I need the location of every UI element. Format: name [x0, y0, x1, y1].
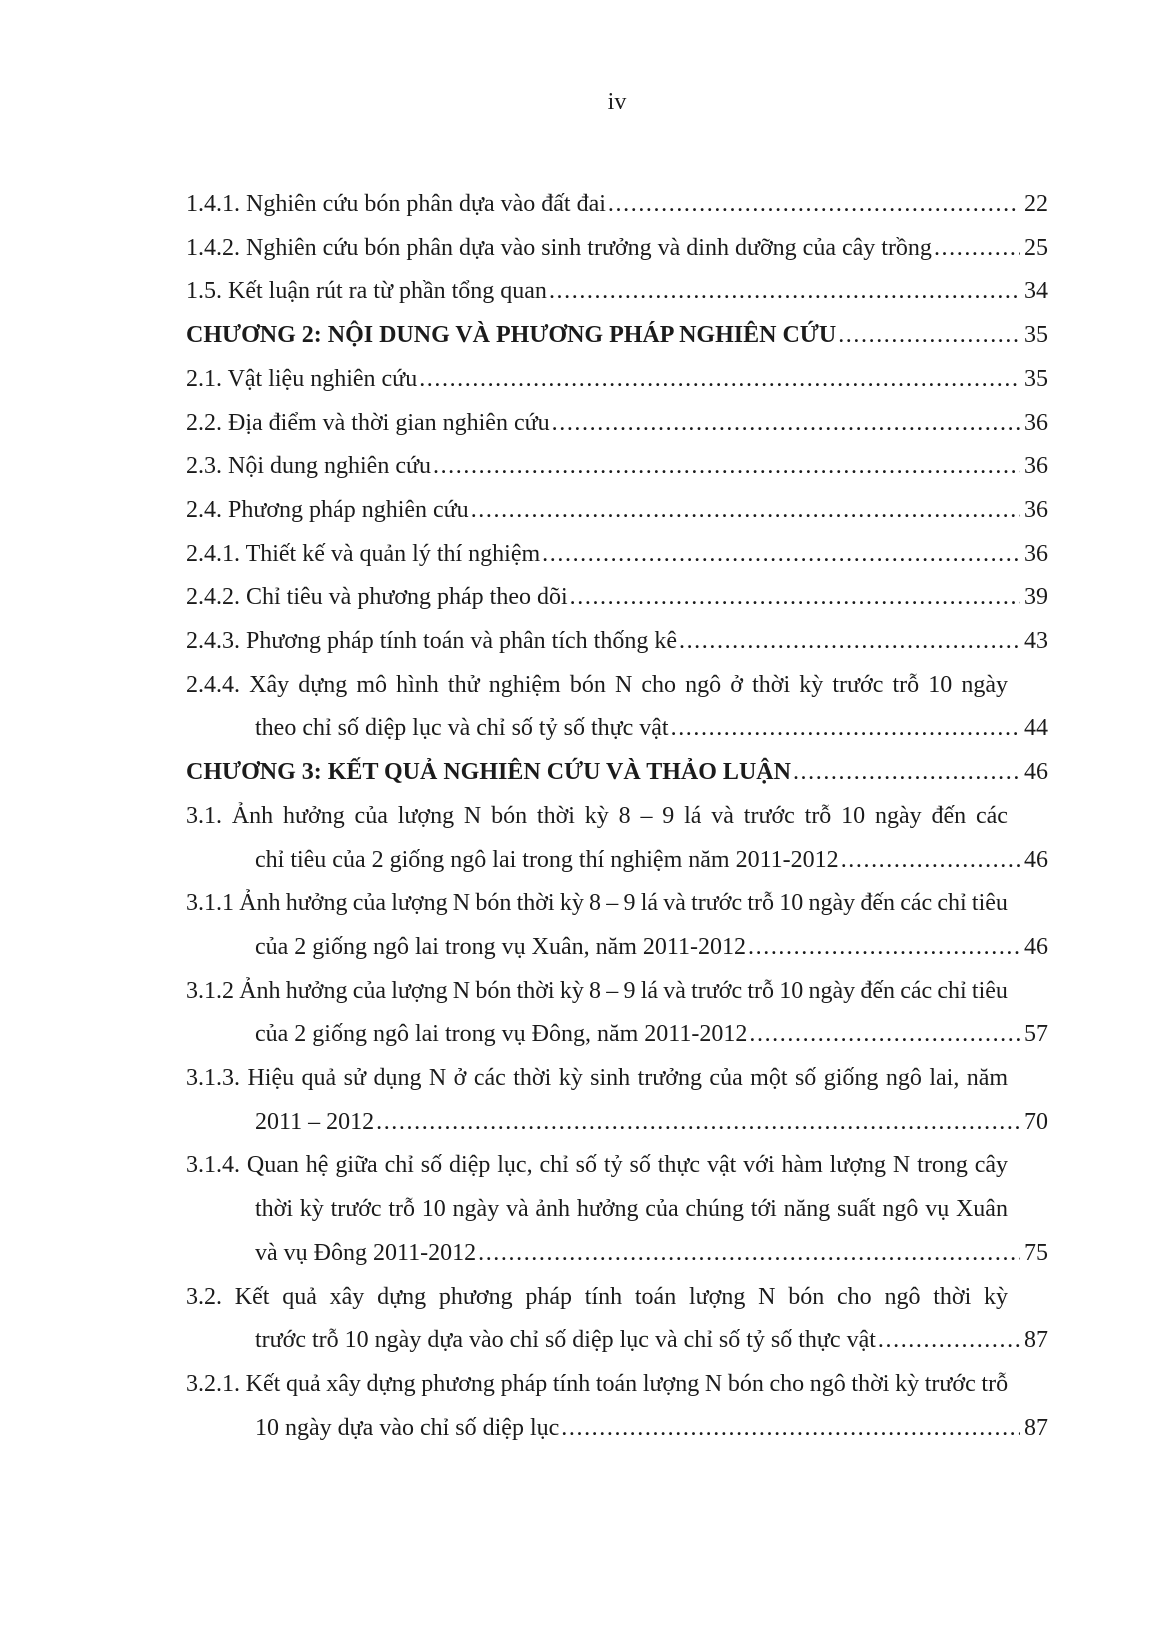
dot-leader — [748, 926, 1020, 970]
toc-entry-text: 2.3. Nội dung nghiên cứu — [186, 453, 431, 480]
dot-leader — [549, 270, 1020, 314]
toc-page-number: 46 — [1024, 933, 1048, 960]
toc-page-number: 34 — [1024, 278, 1048, 305]
toc-page-number: 36 — [1024, 540, 1048, 567]
toc-entry-text: 3.1.4. Quan hệ giữa chỉ số diệp lục, chỉ số tỷ số thực vật với hàm lượng N trong cây — [186, 1152, 1009, 1179]
toc-page-number: 75 — [1024, 1239, 1048, 1266]
dot-leader — [433, 445, 1020, 489]
dot-leader — [608, 183, 1020, 227]
toc-entry — [186, 620, 1048, 664]
toc-entry-text: 1.4.1. Nghiên cứu bón phân dựa vào đất đai — [186, 191, 606, 217]
dot-leader — [841, 839, 1020, 883]
toc-entry-line — [186, 839, 1048, 883]
toc-entry-line — [186, 489, 1048, 533]
toc-entry-text: 2.2. Địa điểm và thời gian nghiên cứu — [186, 409, 550, 436]
dot-leader — [419, 358, 1020, 402]
toc-entry — [186, 664, 1048, 751]
toc-list — [186, 183, 1048, 1450]
toc-entry-text: 2011 – 2012 — [255, 1108, 375, 1135]
toc-entry-text: và vụ Đông 2011-2012 — [255, 1239, 477, 1266]
toc-page-number: 44 — [1024, 715, 1048, 742]
dot-leader — [749, 1013, 1020, 1057]
toc-entry — [186, 358, 1048, 402]
toc-entry — [186, 183, 1048, 227]
toc-entry-text: 2.4.3. Phương pháp tính toán và phân tích thống kê — [186, 628, 677, 655]
toc-entry — [186, 533, 1048, 577]
dot-leader — [542, 533, 1020, 577]
toc-entry — [186, 402, 1048, 446]
toc-entry-line — [186, 1101, 1048, 1145]
toc-entry-line — [186, 1013, 1048, 1057]
toc-entry-text: của 2 giống ngô lai trong vụ Xuân, năm 2011-2012 — [255, 933, 747, 960]
toc-entry-text: 1.5. Kết luận rút ra từ phần tổng quan — [186, 278, 547, 305]
toc-entry-text: 3.2. Kết quả xây dựng phương pháp tính toán lượng N bón cho ngô thời kỳ — [186, 1283, 1009, 1310]
toc-entry-line — [186, 1363, 1048, 1407]
toc-entry-line — [186, 1407, 1048, 1451]
dot-leader — [934, 227, 1020, 271]
dot-leader — [671, 707, 1020, 751]
dot-leader — [478, 1232, 1020, 1276]
toc-entry — [186, 751, 1048, 795]
toc-entry-text: 2.4.1. Thiết kế và quản lý thí nghiệm — [186, 540, 541, 567]
toc-entry — [186, 489, 1048, 533]
dot-leader — [471, 489, 1020, 533]
toc-entry-line — [186, 183, 1048, 227]
toc-page-number: 35 — [1024, 322, 1048, 349]
toc-entry — [186, 314, 1048, 358]
toc-page-number: 22 — [1024, 191, 1048, 217]
toc-entry — [186, 1276, 1048, 1363]
toc-entry-line — [186, 751, 1048, 795]
toc-entry-line — [186, 1319, 1048, 1363]
toc-entry-line — [186, 270, 1048, 314]
page-number-roman: iv — [607, 89, 627, 115]
toc-entry — [186, 270, 1048, 314]
toc-entry — [186, 1363, 1048, 1450]
dot-leader — [679, 620, 1020, 664]
toc-entry — [186, 882, 1048, 969]
toc-entry — [186, 576, 1048, 620]
dot-leader — [838, 314, 1020, 358]
toc-entry-line — [186, 620, 1048, 664]
dot-leader — [552, 402, 1020, 446]
toc-entry-line — [186, 1057, 1048, 1101]
toc-entry-text: CHƯƠNG 2: NỘI DUNG VÀ PHƯƠNG PHÁP NGHIÊN CỨU — [186, 322, 837, 349]
toc-entry-text: 3.1.2 Ảnh hưởng của lượng N bón thời kỳ 8 – 9 lá và trước trỗ 10 ngày đến các chỉ tiêu — [186, 977, 1008, 1004]
toc-entry-text: chỉ tiêu của 2 giống ngô lai trong thí nghiệm năm 2011-2012 — [255, 846, 839, 873]
toc-entry-line — [186, 926, 1048, 970]
toc-page-number: 25 — [1024, 234, 1048, 261]
dot-leader — [878, 1319, 1020, 1363]
toc-entry-line — [186, 227, 1048, 271]
toc-entry — [186, 1144, 1048, 1275]
toc-entry — [186, 795, 1048, 882]
toc-entry-text: 2.4.2. Chỉ tiêu và phương pháp theo dõi — [186, 584, 568, 611]
toc-entry-line — [186, 882, 1048, 926]
toc-entry-line — [186, 314, 1048, 358]
toc-entry-line — [186, 445, 1048, 489]
toc-entry-text: 3.1.3. Hiệu quả sử dụng N ở các thời kỳ sinh trưởng của một số giống ngô lai, năm — [186, 1065, 1009, 1092]
toc-entry-text: 2.1. Vật liệu nghiên cứu — [186, 365, 418, 392]
page-content — [186, 0, 1048, 1450]
toc-entry-line — [186, 533, 1048, 577]
toc-entry-line — [186, 402, 1048, 446]
dot-leader — [376, 1101, 1020, 1145]
toc-entry-text: 10 ngày dựa vào chỉ số diệp lục — [255, 1414, 560, 1441]
toc-entry-text: 1.4.2. Nghiên cứu bón phân dựa vào sinh trưởng và dinh dưỡng của cây trồng — [186, 234, 932, 261]
toc-page-number: 46 — [1024, 846, 1048, 873]
toc-entry-line — [186, 707, 1048, 751]
dot-leader — [561, 1407, 1020, 1451]
toc-page-number: 36 — [1024, 409, 1048, 436]
toc-entry-text: 3.1. Ảnh hưởng của lượng N bón thời kỳ 8 – 9 lá và trước trỗ 10 ngày đến các — [186, 802, 1008, 829]
toc-entry-text: theo chỉ số diệp lục và chỉ số tỷ số thực vật — [255, 715, 669, 742]
toc-entry-text: của 2 giống ngô lai trong vụ Đông, năm 2011-2012 — [255, 1021, 748, 1048]
toc-entry-text: 3.2.1. Kết quả xây dựng phương pháp tính toán lượng N bón cho ngô thời kỳ trước trỗ — [186, 1370, 1009, 1397]
toc-entry-text: trước trỗ 10 ngày dựa vào chỉ số diệp lục và chỉ số tỷ số thực vật — [255, 1327, 876, 1354]
toc-entry-line — [186, 1188, 1048, 1232]
toc-entry — [186, 1057, 1048, 1144]
toc-page-number: 70 — [1024, 1108, 1048, 1135]
toc-entry-line — [186, 1232, 1048, 1276]
toc-page-number: 36 — [1024, 496, 1048, 523]
toc-page-number: 87 — [1024, 1327, 1048, 1354]
toc-page-number: 46 — [1024, 759, 1048, 786]
dot-leader — [570, 576, 1020, 620]
toc-entry — [186, 970, 1048, 1057]
toc-entry — [186, 227, 1048, 271]
toc-entry-text: CHƯƠNG 3: KẾT QUẢ NGHIÊN CỨU VÀ THẢO LUẬN — [186, 759, 791, 786]
toc-entry-text: 3.1.1 Ảnh hưởng của lượng N bón thời kỳ 8 – 9 lá và trước trỗ 10 ngày đến các chỉ tiêu — [186, 890, 1008, 917]
toc-entry-line — [186, 1276, 1048, 1320]
page-header — [186, 0, 1048, 124]
toc-page-number: 35 — [1024, 365, 1048, 392]
toc-entry-text: 2.4.4. Xây dựng mô hình thử nghiệm bón N cho ngô ở thời kỳ trước trỗ 10 ngày — [186, 671, 1009, 698]
toc-entry-line — [186, 358, 1048, 402]
toc-page-number: 57 — [1024, 1021, 1048, 1048]
toc-entry-line — [186, 1144, 1048, 1188]
toc-entry-line — [186, 576, 1048, 620]
toc-entry-line — [186, 795, 1048, 839]
toc-entry-line — [186, 664, 1048, 708]
toc-entry-text: 2.4. Phương pháp nghiên cứu — [186, 496, 469, 523]
toc-entry — [186, 445, 1048, 489]
toc-page-number: 43 — [1024, 628, 1048, 655]
toc-page-number: 39 — [1024, 584, 1048, 611]
toc-page-number: 36 — [1024, 453, 1048, 480]
toc-entry-line — [186, 970, 1048, 1014]
toc-entry-text: thời kỳ trước trỗ 10 ngày và ảnh hưởng của chúng tới năng suất ngô vụ Xuân — [255, 1196, 1008, 1223]
dot-leader — [793, 751, 1020, 795]
toc-page-number: 87 — [1024, 1414, 1048, 1441]
